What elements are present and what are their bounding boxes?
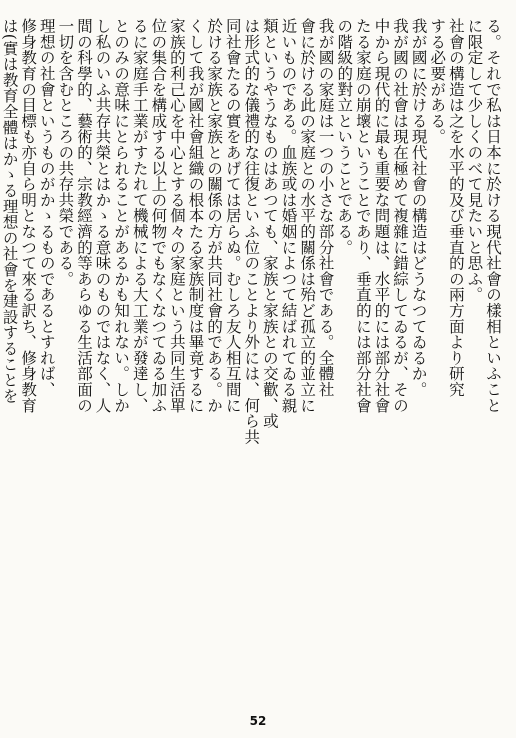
text-column: 我が國に於ける現代社會の構造はどうなつてゐるか。 xyxy=(409,18,428,398)
text-column: 我が國の社會は現在極めて複雜に錯綜してゐるが、その xyxy=(391,18,410,413)
text-column: 中から現代的に最も重要な問題は、水平的には部分社會 xyxy=(372,18,391,413)
text-column: 類というやうなものはあつても、家族と家族との交歡、或 xyxy=(260,18,279,429)
text-column: たる家庭の崩壞ということであり、垂直的には部分社會 xyxy=(353,18,372,413)
vertical-text-block xyxy=(0,18,502,698)
text-column: し私のいふ共存共榮とはかゝる意味のものではなく、人 xyxy=(93,18,112,413)
text-column: は(實は教育全體はかゝる理想の社會を建設することを xyxy=(0,18,19,404)
text-column: 位の集合を構成する以上の何物でもなくなつてゐる加ふ xyxy=(149,18,168,413)
text-column: 我が國の家庭は一つの小さな部分社會である。全體社 xyxy=(316,18,335,398)
text-column: 近いものである。血族或は婚姻によつて結ばれてゐる親 xyxy=(279,18,298,413)
text-column: とのみの意味にとられることがあるかも知れない。しか xyxy=(112,18,131,413)
text-column: は形式的な儀禮的な往復といふ位のことより外には、何ら共 xyxy=(242,18,261,445)
text-column: 同社會たるの實をあげては居らぬ。むしろ友人相互間に xyxy=(223,18,242,413)
text-column: 於ける家族と家族との關係の方が共同社會的である。か xyxy=(205,18,224,413)
text-column: る。それで私は日本に於ける現代社會の樣相といふこと xyxy=(484,18,502,413)
text-column: 社會の構造は之を水平的及び垂直的の兩方面より研究 xyxy=(446,18,465,398)
text-column: るに家庭手工業がすたれて機械による大工業が發達し、 xyxy=(130,18,149,413)
text-column: 家族的利己心を中心とする個々の家庭という共同生活單 xyxy=(167,18,186,413)
text-column: する必要がある。 xyxy=(428,18,447,145)
text-column: 會に於ける此の家庭との水平的關係は殆ど孤立的並立に xyxy=(298,18,317,413)
text-column: に限定して少しくのべて見たいと思ふ。 xyxy=(465,18,484,303)
text-column: 一切を含むところの共存共榮である。 xyxy=(56,18,75,287)
text-column: くして我が國社會組織の根本たる家族制度は畢竟するに xyxy=(186,18,205,413)
text-column: 理想の社會というものがかゝるものであるとすれば、 xyxy=(37,18,56,398)
text-column: の階級的對立ということである。 xyxy=(335,18,354,255)
text-column: 間の科學的、藝術的、宗教經濟的等あらゆる生活部面の xyxy=(74,18,93,413)
text-column: 修身教育の目標も亦自ら明となつて來る訳ち、修身教育 xyxy=(19,18,38,413)
page-number: 52 xyxy=(249,714,267,728)
